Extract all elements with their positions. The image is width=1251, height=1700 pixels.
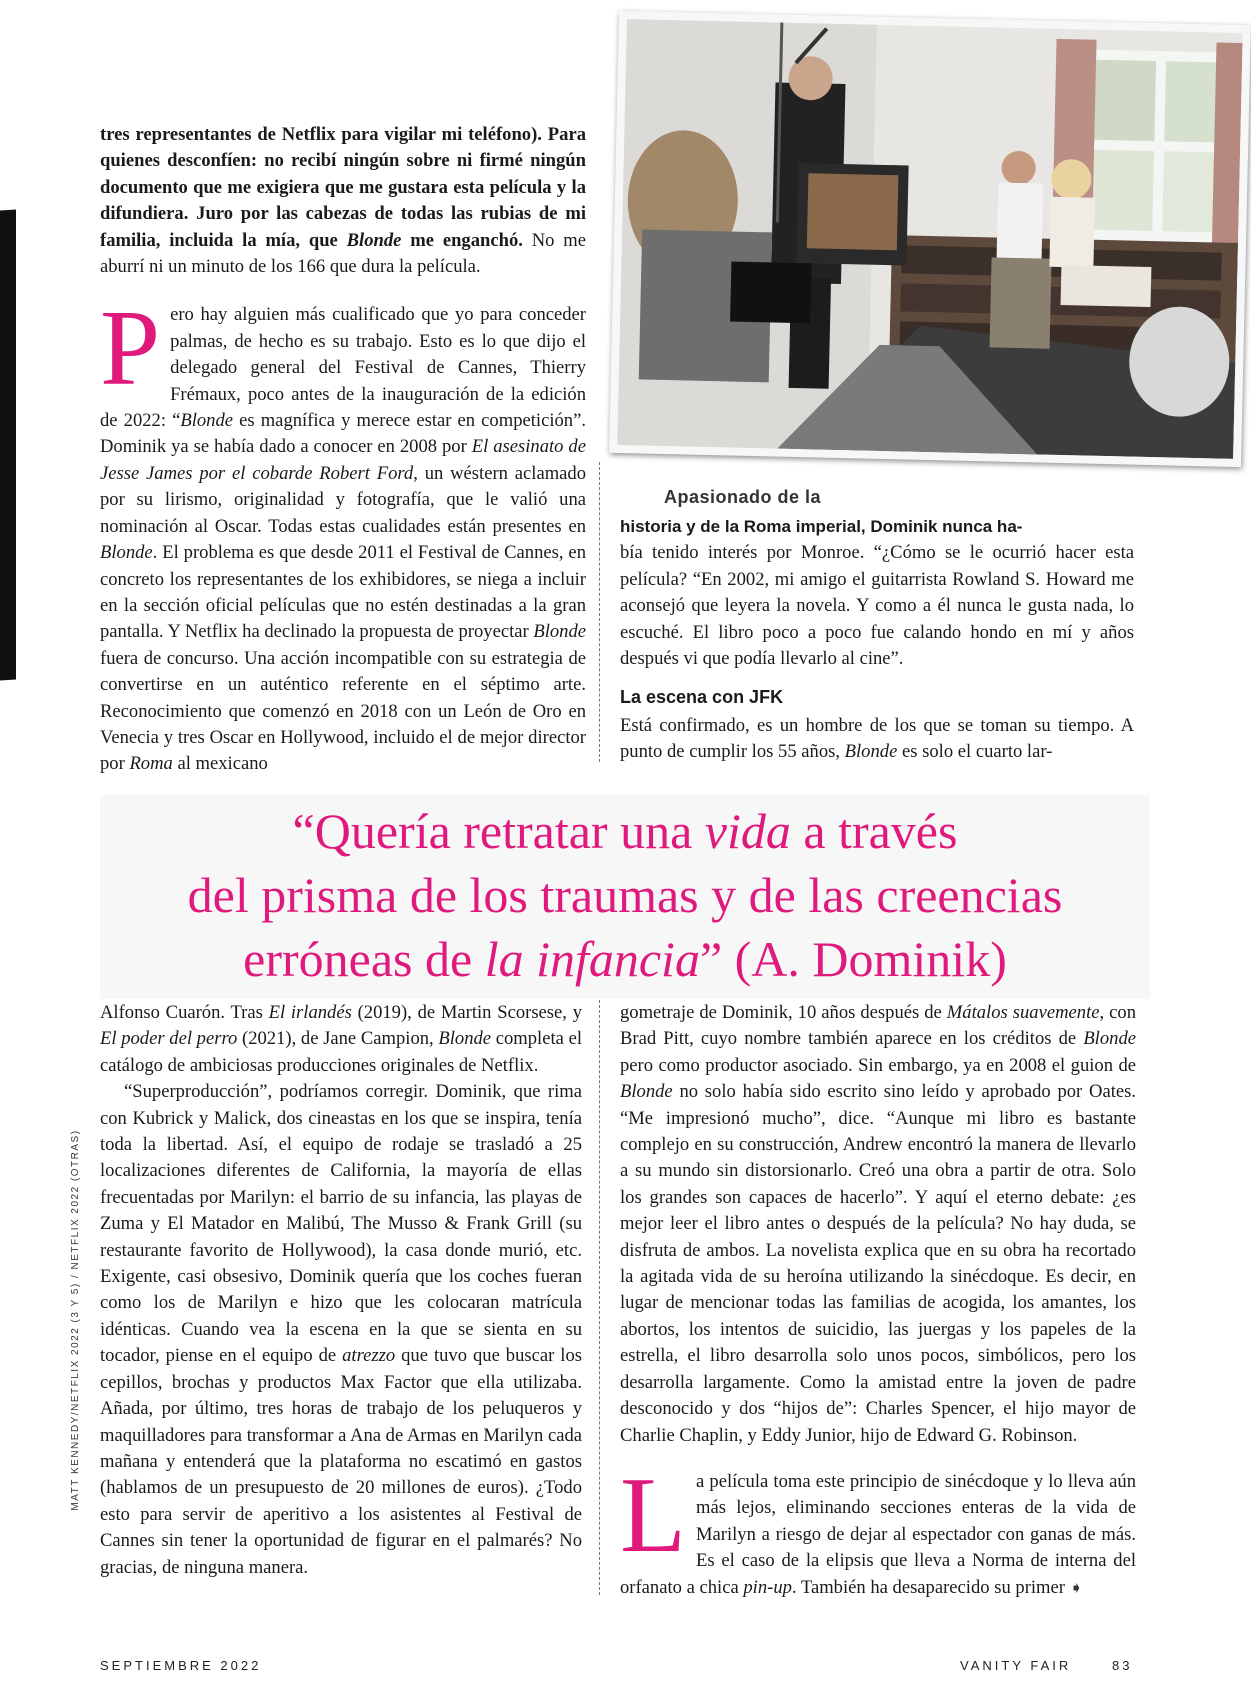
emphasis: atrezzo <box>342 1345 396 1367</box>
column-rule <box>599 462 600 762</box>
emphasis: Blonde <box>346 229 402 251</box>
body-paragraph <box>620 1000 1136 1449</box>
body-text: fuera de concurso. Una acción incompatible con su estrategia de convertirse en un auténtico referente en el séptimo arte. Reconocimiento que comenzó en 2018 con un León de Oro en Venecia y tres Oscar en Hollywood, incluido el de mejor director por <box>100 647 586 775</box>
emphasis: El poder del perro <box>100 1028 238 1050</box>
body-text: , un wéstern aclamado por su lirismo, originalidad y fotografía, que le valió una nominación al Oscar. Todas estas cualidades están presentes en <box>100 462 587 537</box>
caption-lead: Apasionado de la <box>664 487 822 507</box>
emphasis: Blonde <box>533 621 587 643</box>
body-text: gometraje de Dominik, 10 años después de <box>620 1002 947 1023</box>
body-text: . El problema es que desde 2011 el Festival de Cannes, en concreto los representantes de los exhibidores, se niega a incluir en la sección oficial películas que no estén destinadas a la gran pantalla. Y Netflix ha declinado la propuesta de proyectar <box>100 542 586 643</box>
body-text: a película toma este principio de sinécdoque y lo lleva aún más lejos, eliminando secciones enteras de la vida de Marilyn a riesgo de dejar al espectador con ganas de más. Es el caso de la elipsis que lleva a Norma de interna del orfanato a chica <box>620 1470 1136 1598</box>
body-text: no solo había sido escrito sino leído y aprobado por Oates. “Me impresionó mucho”, dice. “Aunque mi libro es bastante complejo en su construcción, Andrew encontró la manera de llevarlo a su mundo sin distorsionarlo. Creó una obra a partir de otra. Solo los grandes son capaces de hacerlo”. Y aquí el eterno debate: ¿es mejor leer el libro antes o después de la película? No hay duda, se disfruta de ambos. La novelista explica que en su obra ha recortado la agitada vida de su heroína utilizando la sinécdoque. Es decir, en lugar de mencionar todas las familias de acogida, los amantes, los abortos, los intentos de suicidio, las juergas y los papeles de la estrella, el libro desarrolla solo unos pocos, simbólicos, pero los desarrolla largamente. Como la amistad entre la joven de padre desconocido y dos “hijos de”: Charles Spencer, el hijo mayor de Charlie Chaplin, y Eddy Junior, hijo de Edward G. Robinson. <box>620 1081 1136 1446</box>
drop-cap: P <box>100 289 161 409</box>
continue-arrow-icon: ➧ <box>1069 1579 1084 1597</box>
emphasis: El asesinato de Jesse James por el cobarde Robert Ford <box>100 436 586 484</box>
column-rule <box>599 1000 600 1595</box>
emphasis: Blonde <box>844 741 898 763</box>
pull-quote <box>100 795 1150 999</box>
footer-date: SEPTIEMBRE 2022 <box>100 1658 262 1673</box>
quote-text: erróneas de <box>243 931 485 987</box>
bold-text: tres representantes de Netflix para vigilar mi teléfono). Para quienes desconfíen: no recibí ningún sobre ni firmé ningún documento que me exigiera que me gustara esta película y la difundiera. Juro por las cabezas de todas las rubias de mi familia, incluida la mía, que <box>100 124 586 251</box>
body-text: que tuvo que buscar los cepillos, brochas y productos Max Factor que ella utilizaba. Añada, por último, tres horas de trabajo de los peluqueros y maquilladores para transformar a Ana de Armas en Marilyn cada mañana y entenderá que la plataforma no escatimó en gastos (hablamos de un presupuesto de 20 millones de euros). ¿Todo esto para servir de aperitivo a los asistentes al Festival de Cannes sin tener la oportunidad de figurar en el palmarés? No gracias, de ninguna manera. <box>100 1345 582 1578</box>
photo-credit: MATT KENNEDY/NETFLIX 2022 (3 Y 5) / NETFLIX 2022 (OTRAS) <box>70 1129 81 1511</box>
emphasis: Blonde <box>180 410 234 432</box>
facing-page-edge <box>0 209 16 680</box>
emphasis: Blonde <box>620 1081 673 1103</box>
body-text: (2019), de Martin Scorsese, y <box>351 1002 582 1023</box>
section-subhead: La escena con JFK <box>620 687 784 708</box>
paragraph-dropcap-l <box>620 1455 1136 1602</box>
right-column-middle <box>620 514 1134 766</box>
body-paragraph <box>100 1079 582 1581</box>
emphasis: El irlandés <box>268 1002 352 1023</box>
body-text: ero hay alguien más cualificado que yo para conceder palmas, de hecho es su trabajo. Esto es lo que dijo el delegado general del Festival de Cannes, Thierry Frémaux, poco antes de la inauguración de la edición de 2022: “ <box>100 304 586 432</box>
body-text: , con Brad Pitt, cuyo nombre también aparece en los créditos de <box>620 1002 1136 1050</box>
body-text: Está confirmado, es un hombre de los que se toman su tiempo. A punto de cumplir los 55 años, <box>620 714 1134 763</box>
body-text: (2021), de Jane Campion, <box>237 1028 439 1050</box>
quote-emphasis: la infancia <box>484 931 700 987</box>
body-paragraph <box>620 713 1134 766</box>
bold-text: me enganchó. <box>401 229 523 251</box>
film-set-photo <box>617 19 1243 459</box>
body-text: pero como productor asociado. Sin embargo, ya en 2008 el guion de <box>620 1054 1136 1076</box>
emphasis: Blonde <box>1083 1028 1136 1050</box>
pull-quote-line <box>100 799 1150 863</box>
photo-caption <box>664 487 1224 508</box>
article-photo <box>609 11 1251 467</box>
paragraph-dropcap-p <box>100 289 587 777</box>
caption-rest: historia y de la Roma imperial, Dominik nunca ha- <box>620 517 1023 536</box>
opening-paragraph <box>100 122 586 280</box>
emphasis: pin-up <box>743 1576 792 1598</box>
right-column-bottom <box>620 1000 1136 1602</box>
pull-quote-line: del prisma de los traumas y de las creencias <box>187 867 1063 923</box>
pull-quote-line <box>100 927 1150 991</box>
body-text: es magnífica y merece estar en competición”. Dominik ya se había dado a conocer en 2008 por <box>100 410 586 458</box>
body-text: . También ha desaparecido su primer <box>791 1576 1065 1598</box>
emphasis: Mátalos suavemente <box>946 1002 1100 1023</box>
quote-emphasis: vida <box>704 803 791 859</box>
body-text: al mexicano <box>172 753 268 775</box>
body-paragraph <box>100 1000 582 1079</box>
body-text: es solo el cuarto lar- <box>897 741 1053 763</box>
emphasis: Roma <box>129 753 173 775</box>
page-number: 83 <box>1112 1658 1133 1673</box>
drop-cap: L <box>620 1455 686 1575</box>
left-column-bottom <box>100 1000 582 1581</box>
body-text: completa el catálogo de ambiciosas producciones originales de Netflix. <box>100 1028 582 1076</box>
body-paragraph: bía tenido interés por Monroe. “¿Cómo se le ocurrió hacer esta película? “En 2002, mi amigo el guitarrista Rowland S. Howard me aconsejó que leyera la novela. Y como a él nunca le gusta nada, lo escuché. El libro poco a poco fue calando hondo en mí y años después vi que podía llevarlo al cine”. <box>620 542 1134 670</box>
emphasis: Blonde <box>100 542 153 564</box>
quote-text: a través <box>790 803 958 859</box>
emphasis: Blonde <box>438 1028 492 1050</box>
body-text: “Superproducción”, podríamos corregir. Dominik, que rima con Kubrick y Malick, dos cineastas en los que se inspira, tenía toda la libertad. Así, el equipo de rodaje se trasladó a 25 localizaciones diferentes de California, la mayoría de ellas frecuentadas por Marilyn: el barrio de su infancia, las playas de Zuma y El Matador en Malibú, The Musso & Frank Grill (su restaurante favorito de Hollywood), la casa donde murió, etc. Exigente, casi obsesivo, Dominik quería que los coches fueran como los de Marilyn e hizo que les colocaran matrícula idénticas. Cuando vea la escena en la que se sienta en su tocador, piense en el equipo de <box>100 1081 582 1367</box>
quote-text: “Quería retratar una <box>292 803 705 859</box>
body-text: No me aburrí ni un minuto de los 166 que dura la película. <box>100 229 587 278</box>
left-column-top <box>100 122 586 778</box>
body-text: Alfonso Cuarón. Tras <box>100 1002 269 1023</box>
footer-magazine: VANITY FAIR <box>960 1658 1072 1673</box>
quote-text: ” (A. Dominik) <box>699 931 1007 987</box>
